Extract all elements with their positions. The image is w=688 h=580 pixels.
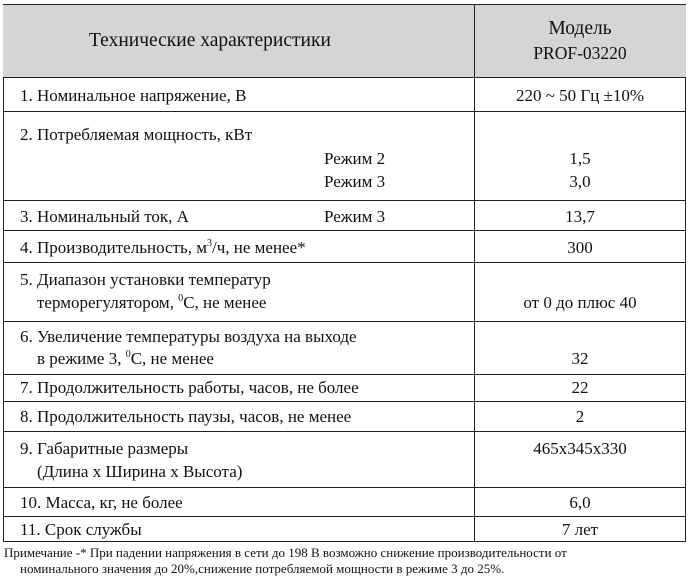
row-label: 4. Производительность, $м^3/ч$, не менее* xyxy=(20,238,306,257)
table-row xyxy=(3,262,686,321)
row-label: 7. Продолжительность работы, часов, не более xyxy=(20,378,359,397)
row-value: 465x345x330 xyxy=(533,439,627,458)
table-row xyxy=(3,431,686,487)
row-value: 1,5 xyxy=(569,149,591,168)
row-label: 2. Потребляемая мощность, кВт xyxy=(20,125,253,144)
row-label: 11. Срок службы xyxy=(20,520,142,539)
table-row xyxy=(3,401,686,431)
row-label-line1: 5. Диапазон установки температур xyxy=(20,270,271,289)
row-mode: Режим 3 xyxy=(324,207,386,226)
table-row xyxy=(3,374,686,401)
row-value: 7 лет xyxy=(561,520,599,539)
row-label-line2: (Длина х Ширина х Высота) xyxy=(37,462,243,481)
row-value: 6,0 xyxy=(569,493,591,512)
footnote-line1: Примечание -* При падении напряжения в сети до 198 В возможно снижение производительности от xyxy=(4,545,567,560)
footnote xyxy=(4,545,686,577)
row-mode: Режим 3 xyxy=(324,172,386,191)
row-label-line2: терморегулятором, $^0$С, не менее xyxy=(37,293,267,312)
row-label-line1: 9. Габаритные размеры xyxy=(20,439,189,458)
model-label: Модель xyxy=(548,18,612,39)
row-value: от 0 до плюс 40 xyxy=(523,293,637,312)
row-label: 10. Масса, кг, не более xyxy=(20,493,183,512)
table-row xyxy=(3,230,686,262)
footnote-line2: номинального значения до 20%,снижение потребляемой мощности в режиме 3 до 25%. xyxy=(20,561,505,576)
row-label-line2: в режиме 3, $^0$С, не менее xyxy=(37,349,214,368)
row-label: 8. Продолжительность паузы, часов, не менее xyxy=(20,407,352,426)
row-label: 3. Номинальный ток, А xyxy=(20,207,189,226)
row-value: 3,0 xyxy=(569,172,591,191)
table-row xyxy=(3,487,686,516)
row-value: 2 xyxy=(575,407,585,426)
table-row xyxy=(3,77,686,111)
row-mode: Режим 2 xyxy=(324,149,386,168)
table-row xyxy=(3,200,686,230)
row-value: 32 xyxy=(571,349,589,368)
row-value: 13,7 xyxy=(565,207,595,226)
table-header xyxy=(3,4,686,77)
spec-title: Технические характеристики xyxy=(89,30,331,51)
row-value: 22 xyxy=(571,378,589,397)
table-row xyxy=(3,321,686,374)
row-label: 1. Номинальное напряжение, В xyxy=(20,86,247,105)
spec-table xyxy=(3,4,686,542)
row-value: 220 ~ 50 Гц ±10% xyxy=(515,86,645,105)
table-row xyxy=(3,111,686,200)
row-label-line1: 6. Увеличение температуры воздуха на выходе xyxy=(20,327,357,346)
row-value: 300 xyxy=(567,238,593,257)
table-row xyxy=(3,516,686,542)
column-divider xyxy=(474,4,475,542)
model-name: PROF-03220 xyxy=(533,43,627,63)
